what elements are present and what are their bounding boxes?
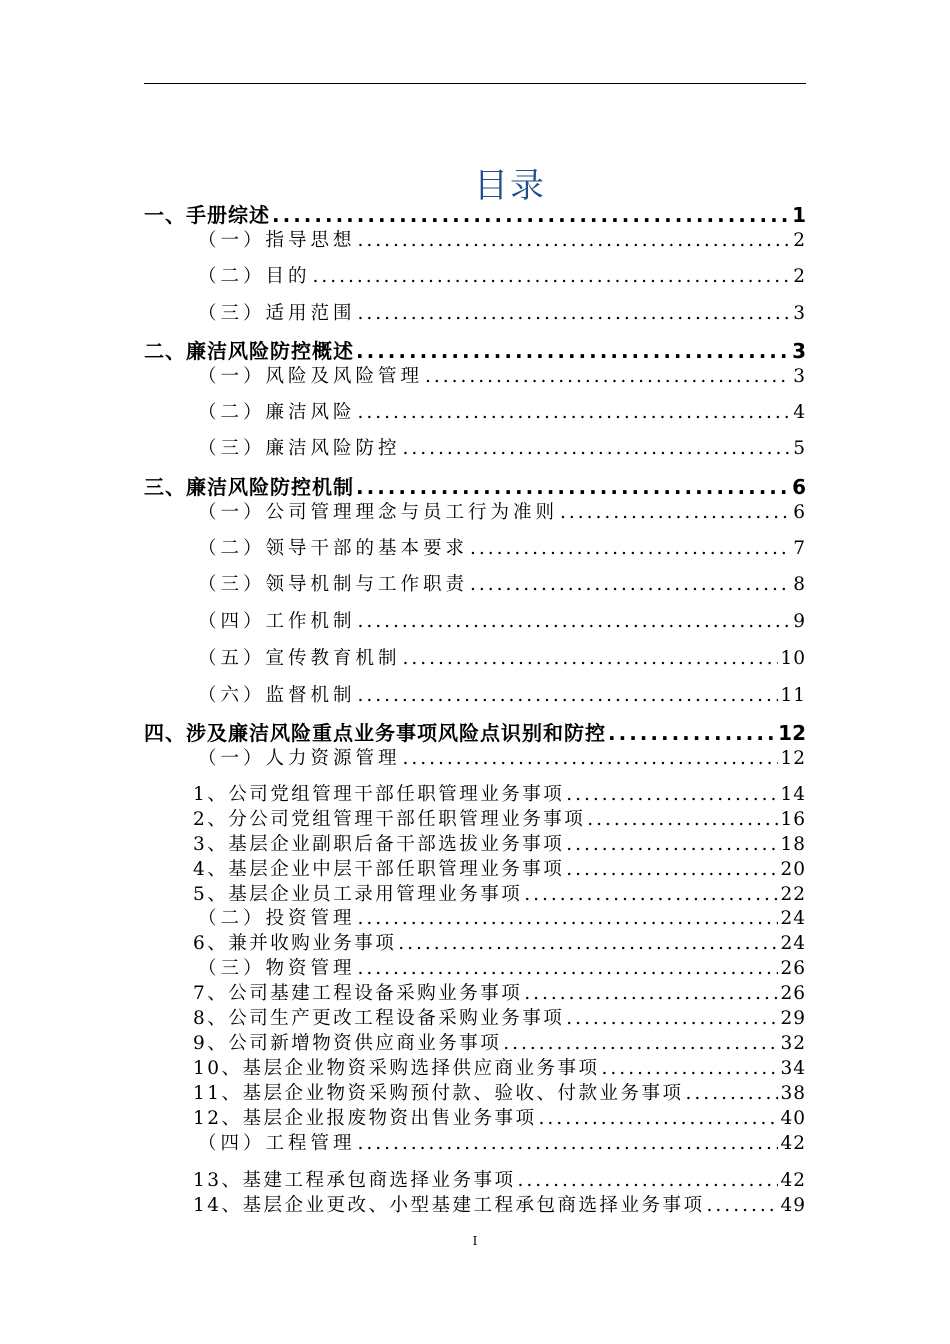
toc-entry[interactable] <box>193 807 806 833</box>
toc-leader-dots <box>358 228 792 254</box>
toc-leader-dots <box>560 500 791 526</box>
toc-entry-title: 9、公司新增物资供应商业务事项 <box>193 1033 502 1054</box>
toc-entry[interactable] <box>198 746 806 772</box>
toc-entry-title: （二）领导干部的基本要求 <box>198 538 469 559</box>
toc-entry[interactable] <box>144 338 806 364</box>
toc-entry[interactable] <box>198 436 806 462</box>
toc-leader-dots <box>358 1131 779 1157</box>
toc-entry-title: （六）监督机制 <box>198 685 356 706</box>
toc-entry-title: 一、手册综述 <box>144 203 270 227</box>
toc-entry[interactable] <box>198 572 806 598</box>
toc-entry-page: 40 <box>780 1108 806 1129</box>
toc-leader-dots <box>403 746 779 772</box>
toc-entry[interactable] <box>193 1056 806 1082</box>
toc-leader-dots <box>524 882 778 908</box>
toc-entry-title: （三）物资管理 <box>198 958 356 979</box>
toc-entry[interactable] <box>198 364 806 390</box>
toc-entry-page: 38 <box>780 1083 806 1104</box>
toc-entry-title: （一）人力资源管理 <box>198 748 401 769</box>
toc-entry[interactable] <box>193 857 806 883</box>
toc-entry-title: 2、分公司党组管理干部任职管理业务事项 <box>193 809 586 830</box>
toc-leader-dots <box>566 832 778 858</box>
toc-leader-dots <box>358 956 779 982</box>
toc-leader-dots <box>602 1056 779 1082</box>
toc-entry-title: 三、廉洁风险防控机制 <box>144 475 354 499</box>
toc-entry[interactable] <box>198 906 806 932</box>
toc-leader-dots <box>358 609 792 635</box>
toc-entry-page: 7 <box>793 538 806 559</box>
toc-entry-page: 29 <box>780 1008 806 1029</box>
toc-leader-dots <box>403 436 792 462</box>
toc-entry-page: 4 <box>793 402 806 423</box>
toc-entry-title: 5、基层企业员工录用管理业务事项 <box>193 884 523 905</box>
toc-entry-title: （一）公司管理理念与员工行为准则 <box>198 502 559 523</box>
toc-entry[interactable] <box>198 264 806 290</box>
toc-entry[interactable] <box>144 474 806 500</box>
toc-entry-page: 49 <box>780 1195 806 1216</box>
toc-entry-page: 12 <box>780 748 806 769</box>
toc-leader-dots <box>356 474 790 500</box>
toc-entry-title: （三）适用范围 <box>198 303 356 324</box>
toc-entry-title: （四）工程管理 <box>198 1133 356 1154</box>
toc-entry-page: 14 <box>780 784 806 805</box>
toc-entry-page: 5 <box>793 438 806 459</box>
toc-entry[interactable] <box>193 931 806 957</box>
toc-entry[interactable] <box>193 1006 806 1032</box>
toc-entry[interactable] <box>193 782 806 808</box>
toc-entry-page: 42 <box>780 1133 806 1154</box>
toc-entry-title: 8、公司生产更改工程设备采购业务事项 <box>193 1008 565 1029</box>
toc-entry[interactable] <box>198 301 806 327</box>
toc-entry[interactable] <box>198 646 806 672</box>
toc-entry[interactable] <box>193 1168 806 1194</box>
page-number: I <box>472 1234 478 1248</box>
toc-entry-page: 16 <box>780 809 806 830</box>
toc-entry-title: 13、基建工程承包商选择业务事项 <box>193 1170 516 1191</box>
toc-entry[interactable] <box>198 400 806 426</box>
toc-entry-page: 3 <box>793 366 806 387</box>
toc-entry-title: （四）工作机制 <box>198 611 356 632</box>
toc-leader-dots <box>470 536 791 562</box>
toc-entry-title: 3、基层企业副职后备干部选拔业务事项 <box>193 834 565 855</box>
toc-entry-title: 7、公司基建工程设备采购业务事项 <box>193 983 523 1004</box>
toc-entry-title: （二）廉洁风险 <box>198 402 356 423</box>
toc-entry[interactable] <box>144 720 806 746</box>
toc-entry-page: 22 <box>780 884 806 905</box>
toc-entry[interactable] <box>193 1106 806 1132</box>
toc-entry-title: （三）领导机制与工作职责 <box>198 574 469 595</box>
toc-leader-dots <box>503 1031 778 1057</box>
toc-entry-page: 26 <box>780 983 806 1004</box>
toc-entry[interactable] <box>198 609 806 635</box>
toc-leader-dots <box>356 338 790 364</box>
toc-entry-title: （一）风险及风险管理 <box>198 366 424 387</box>
toc-entry-page: 6 <box>793 502 806 523</box>
toc-entry[interactable] <box>193 1081 806 1107</box>
toc-entry-page: 3 <box>793 303 806 324</box>
toc-leader-dots <box>272 202 790 228</box>
toc-entry[interactable] <box>193 882 806 908</box>
toc-entry-page: 24 <box>780 908 806 929</box>
toc-entry-page: 3 <box>792 339 806 363</box>
toc-leader-dots <box>524 981 778 1007</box>
toc-entry[interactable] <box>198 228 806 254</box>
toc-entry-page: 9 <box>793 611 806 632</box>
toc-leader-dots <box>425 364 791 390</box>
toc-entry[interactable] <box>193 981 806 1007</box>
toc-entry-page: 24 <box>780 933 806 954</box>
toc-entry-page: 6 <box>792 475 806 499</box>
toc-leader-dots <box>518 1168 779 1194</box>
toc-leader-dots <box>398 931 778 957</box>
toc-leader-dots <box>566 1006 778 1032</box>
toc-entry-title: （二）投资管理 <box>198 908 356 929</box>
toc-entry-title: （一）指导思想 <box>198 230 356 251</box>
toc-entry[interactable] <box>144 202 806 228</box>
toc-entry[interactable] <box>198 956 806 982</box>
toc-entry-page: 18 <box>780 834 806 855</box>
toc-entry-page: 20 <box>780 859 806 880</box>
toc-entry-page: 8 <box>793 574 806 595</box>
toc-leader-dots <box>403 646 779 672</box>
toc-entry[interactable] <box>193 832 806 858</box>
toc-entry[interactable] <box>198 500 806 526</box>
toc-entry-title: 1、公司党组管理干部任职管理业务事项 <box>193 784 565 805</box>
toc-leader-dots <box>470 572 791 598</box>
toc-leader-dots <box>707 1193 779 1219</box>
toc-entry-title: （三）廉洁风险防控 <box>198 438 401 459</box>
toc-entry-title: 4、基层企业中层干部任职管理业务事项 <box>193 859 565 880</box>
toc-entry-title: 12、基层企业报废物资出售业务事项 <box>193 1108 537 1129</box>
toc-leader-dots <box>566 782 778 808</box>
toc-entry-page: 34 <box>780 1058 806 1079</box>
toc-entry[interactable] <box>193 1031 806 1057</box>
toc-leader-dots <box>566 857 778 883</box>
toc-entry-title: 6、兼并收购业务事项 <box>193 933 397 954</box>
toc-entry-page: 1 <box>792 203 806 227</box>
toc-entry-page: 32 <box>780 1033 806 1054</box>
toc-entry-title: （二）目的 <box>198 266 311 287</box>
toc-entry-page: 12 <box>778 721 806 745</box>
toc-leader-dots <box>587 807 778 833</box>
toc-entry[interactable] <box>198 1131 806 1157</box>
toc-entry[interactable] <box>198 536 806 562</box>
toc-entry-title: 10、基层企业物资采购选择供应商业务事项 <box>193 1058 600 1079</box>
toc-entry-title: 二、廉洁风险防控概述 <box>144 339 354 363</box>
toc-title: 目录 <box>474 166 546 206</box>
toc-entry[interactable] <box>198 683 806 709</box>
toc-leader-dots <box>686 1081 779 1107</box>
toc-entry-page: 26 <box>780 958 806 979</box>
toc-entry[interactable] <box>193 1193 806 1219</box>
toc-entry-title: 14、基层企业更改、小型基建工程承包商选择业务事项 <box>193 1195 705 1216</box>
toc-leader-dots <box>313 264 792 290</box>
toc-entry-page: 2 <box>793 266 806 287</box>
toc-entry-title: 四、涉及廉洁风险重点业务事项风险点识别和防控 <box>144 721 606 745</box>
toc-leader-dots <box>358 906 779 932</box>
toc-leader-dots <box>358 683 779 709</box>
toc-entry-page: 11 <box>780 685 806 706</box>
toc-entry-title: （五）宣传教育机制 <box>198 648 401 669</box>
toc-entry-title: 11、基层企业物资采购预付款、验收、付款业务事项 <box>193 1083 684 1104</box>
toc-entry-page: 2 <box>793 230 806 251</box>
toc-leader-dots <box>358 400 792 426</box>
toc-leader-dots <box>358 301 792 327</box>
toc-leader-dots <box>608 720 776 746</box>
toc-entry-page: 42 <box>780 1170 806 1191</box>
toc-entry-page: 10 <box>780 648 806 669</box>
toc-leader-dots <box>539 1106 779 1132</box>
